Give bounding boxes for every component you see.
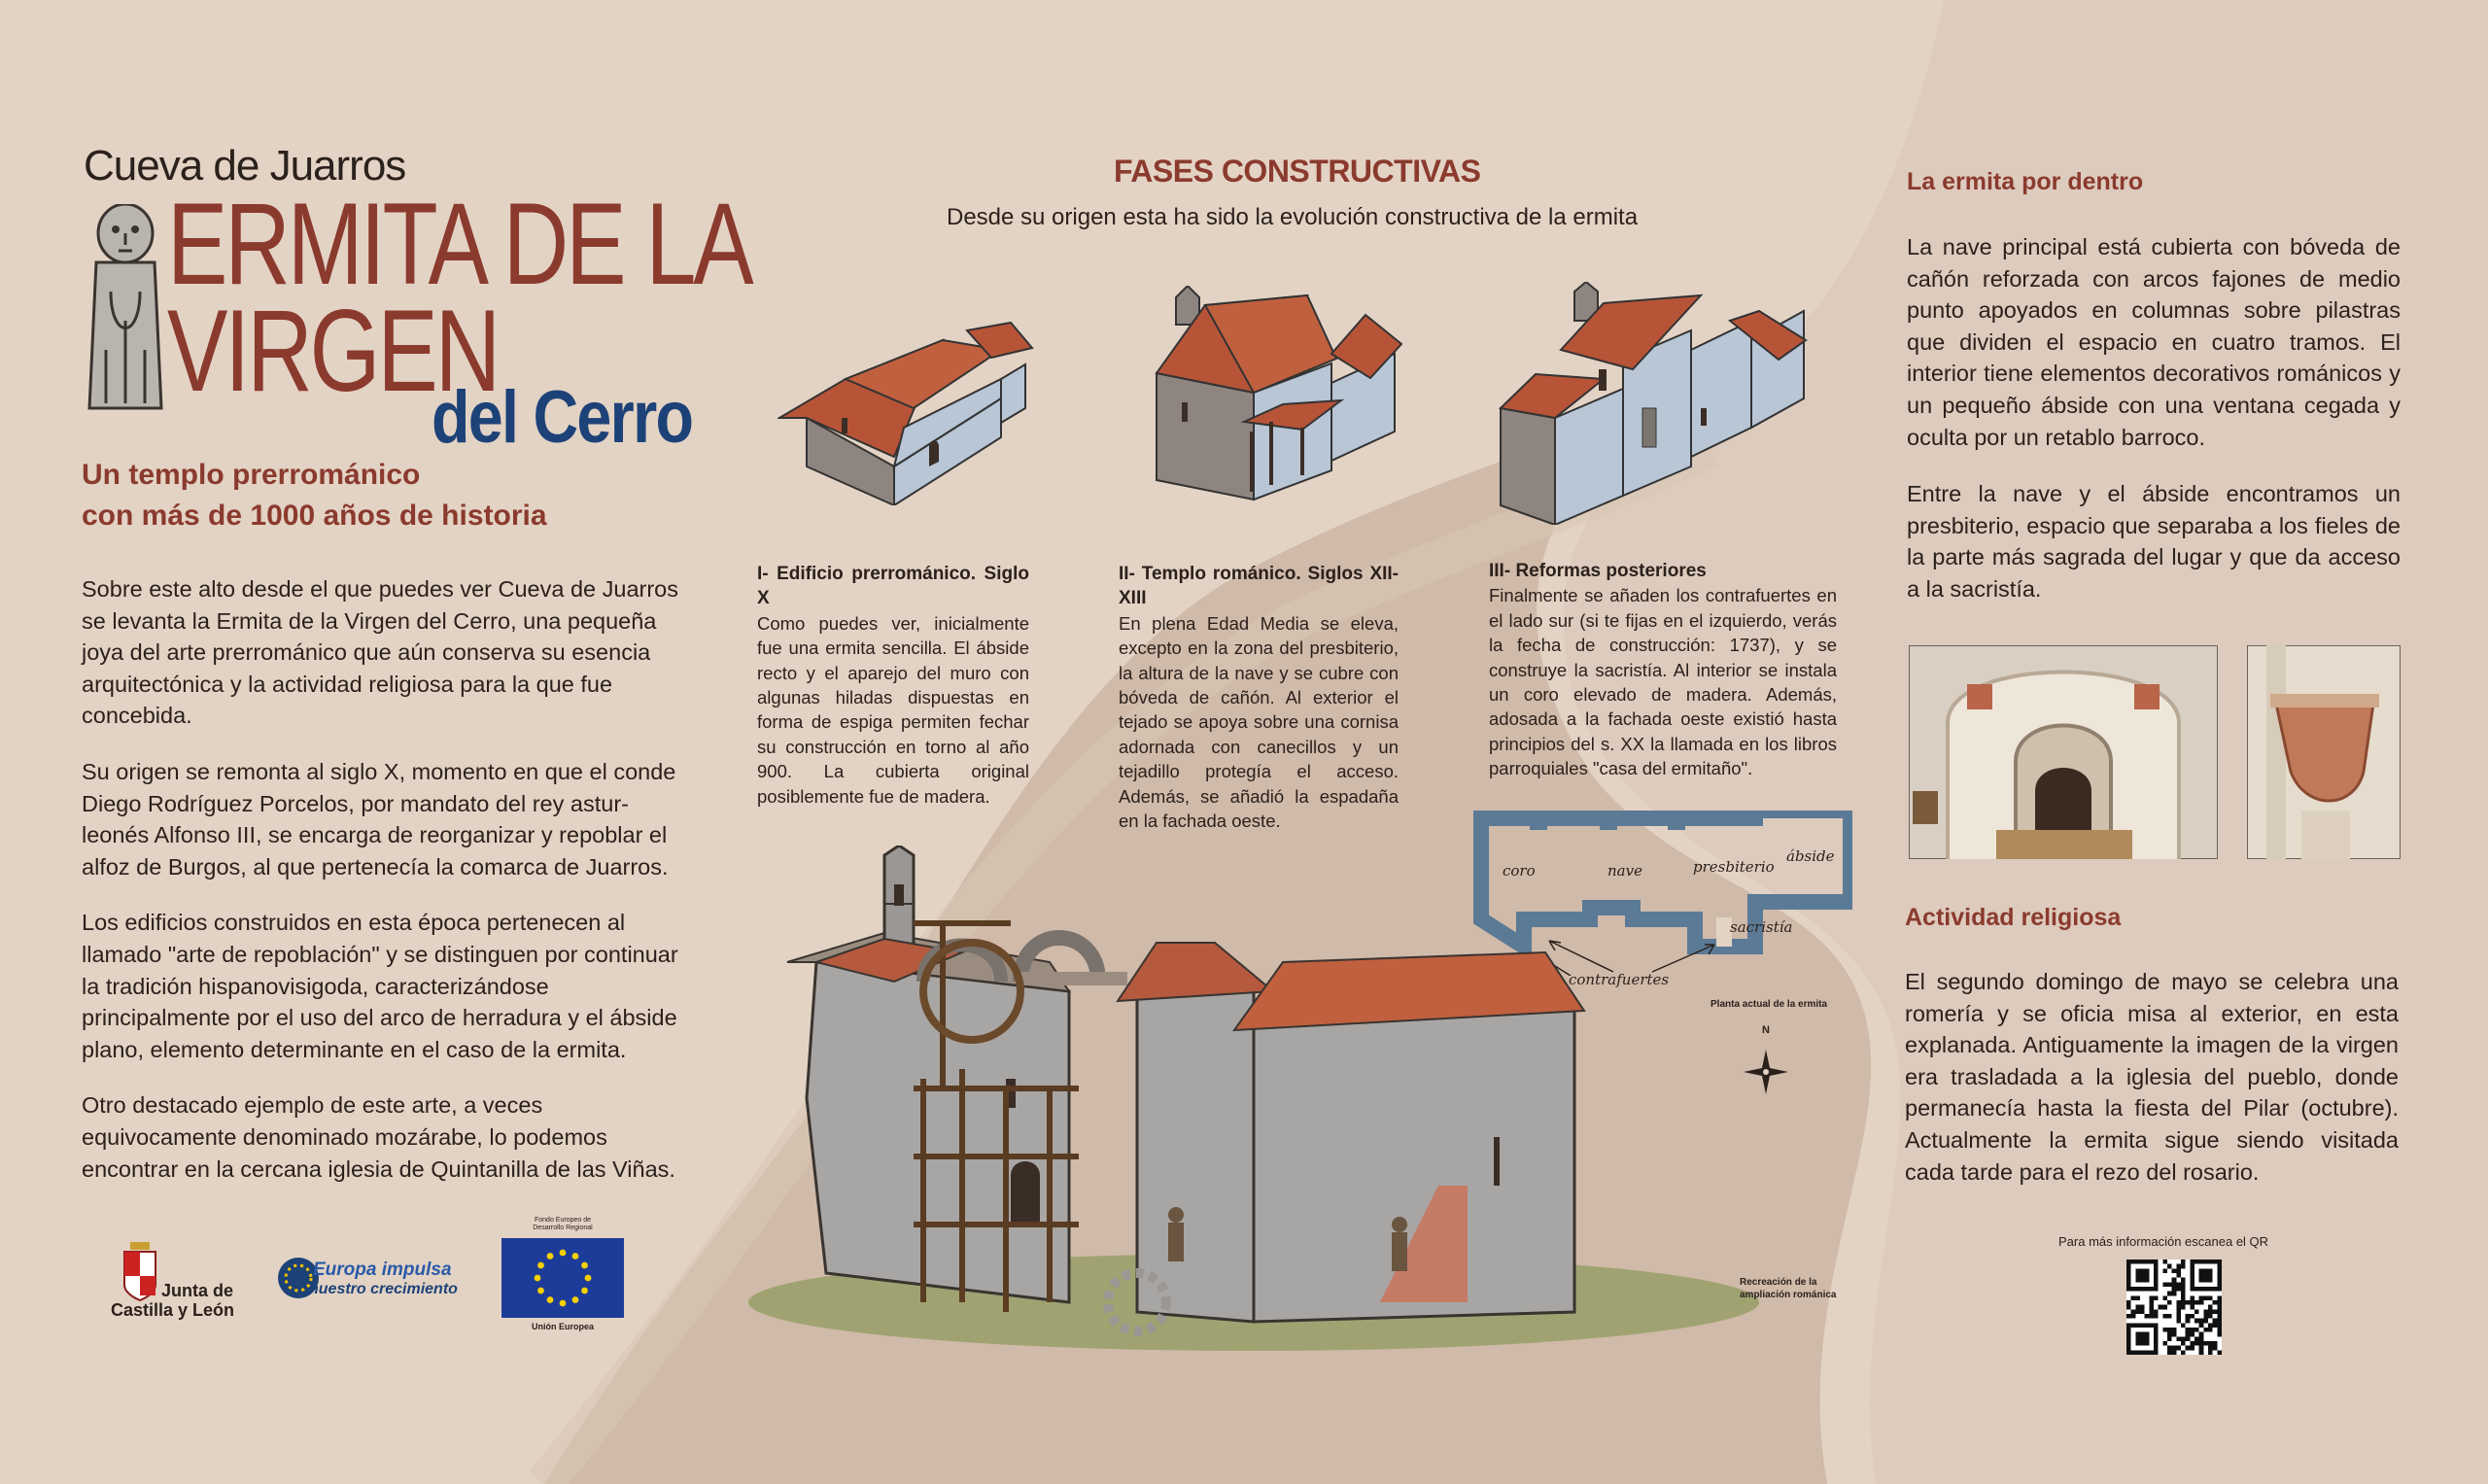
- plan-label-nave: nave: [1607, 862, 1642, 880]
- phase-1-illustration: [778, 311, 1036, 505]
- phase-2-block: [1119, 562, 1399, 833]
- jcyl-line-2: Castilla y León: [111, 1300, 235, 1320]
- left-paragraph-4: Otro destacado ejemplo de este arte, a veces equivocamente denominado mozárabe, lo podemos encontrar en la cercana iglesia de Quintanilla de las Viñas.: [82, 1092, 675, 1182]
- phase-3-block: [1489, 559, 1837, 781]
- eu-star-icon: [547, 1296, 554, 1303]
- eu-flag-icon: [501, 1238, 624, 1318]
- eu-star-icon: [560, 1300, 567, 1307]
- europa-impulsa-logo: [276, 1256, 480, 1304]
- recreation-caption-2: ampliación románica: [1740, 1290, 1837, 1300]
- interior-paragraph-2: Entre la nave y el ábside encontramos un presbiterio, espacio que separaba a los fieles de la parte más sagrada del lugar y que da acceso a la sacristía.: [1907, 481, 2401, 602]
- qr-code[interactable]: [2126, 1260, 2222, 1355]
- left-body-text: [82, 573, 684, 1209]
- jcyl-line-1: Junta de: [161, 1281, 234, 1300]
- title-line-1: ERMITA DE LA: [167, 179, 751, 309]
- eu-star-icon: [537, 1288, 544, 1294]
- religious-activity-heading: Actividad religiosa: [1905, 904, 2122, 931]
- interior-nave-photo: [1909, 645, 2218, 859]
- interior-paragraph-1: La nave principal está cubierta con bóveda de cañón reforzada con arcos fajones de medio punto apoyados en columnas sobre pilastras que dividen el espacio en cuatro tramos. El interior tiene elementos decorativos románicos y un pequeño ábside con una ventana cegada y oculta por un retablo barroco.: [1907, 234, 2401, 450]
- eu-feder-logo: [500, 1217, 626, 1333]
- phase-2-title: II- Templo románico. Siglos XII-XIII: [1119, 564, 1399, 609]
- europa-line-1: Europa impulsa: [313, 1260, 452, 1280]
- eu-star-icon: [560, 1250, 567, 1257]
- jcyl-logo: [107, 1242, 253, 1329]
- phase-2-text: En plena Edad Media se eleva, excepto en la zona del presbiterio, la altura de la nave y se cubre con bóveda de cañón. Al exterior el tejado se apoya sobre una cornisa adornada con canecillos y un tejadillo protegía el acceso. Además, se añadió la espadaña en la fachada oeste.: [1119, 612, 1399, 832]
- title-line-3: del Cerro: [432, 376, 693, 459]
- subtitle-line-2: con más de 1000 años de historia: [82, 500, 547, 532]
- jcyl-shield-icon: [121, 1242, 159, 1302]
- phase-3-title: III- Reformas posteriores: [1489, 561, 1707, 581]
- feder-caption-line-2: Desarrollo Regional: [533, 1225, 593, 1231]
- qr-caption: Para más información escanea el QR: [2058, 1234, 2269, 1249]
- capital-detail-photo: [2247, 645, 2401, 859]
- religious-activity-paragraph: El segundo domingo de mayo se celebra una romería y se oficia misa al exterior, en esta explanada. Antiguamente la imagen de la virgen era trasladada a la iglesia del pueblo, donde permanecía hasta la fiesta del Pilar (octubre). Actualmente la ermita sigue siendo visitada cada tarde para el rezo del rosario.: [1905, 969, 2399, 1185]
- plan-label-abside: ábside: [1786, 847, 1835, 865]
- compass-north-label: N: [1762, 1024, 1770, 1036]
- plan-label-coro: coro: [1503, 862, 1536, 880]
- plan-caption: Planta actual de la ermita: [1710, 999, 1828, 1010]
- title-line-2: VIRGEN: [167, 286, 499, 416]
- left-paragraph-1: Sobre este alto desde el que puedes ver Cueva de Juarros se levanta la Ermita de la Virgen del Cerro, una pequeña joya del arte prerrománico que aún conserva su esencia arquitectónica y la actividad religiosa para la que fue concebida.: [82, 576, 679, 729]
- phase-2-illustration: [1147, 286, 1405, 515]
- left-paragraph-2: Su origen se remonta al siglo X, momento en que el conde Diego Rodríguez Porcelos, por mandato del rey astur-leonés Alfonso III, se encarga de reorganizar y repoblar el alfoz de Burgos, al que pertenecía la comarca de Juarros.: [82, 758, 676, 880]
- phase-1-block: [757, 562, 1029, 809]
- left-paragraph-3: Los edificios construidos en esta época pertenecen al llamado "arte de repoblación" y se distinguen por continuar la tradición hispanovisigoda, caracterizándose principalmente por el uso del arco de herradura y el ábside plano, elemento determinante en el caso de la ermita.: [82, 910, 678, 1062]
- subtitle: [82, 455, 547, 536]
- phase-3-illustration: [1497, 282, 1817, 525]
- phases-subheading: Desde su origen esta ha sido la evolución constructiva de la ermita: [947, 204, 1639, 230]
- place-name: Cueva de Juarros: [84, 142, 406, 190]
- statue-illustration: [82, 204, 169, 414]
- eu-star-icon: [535, 1275, 541, 1282]
- plan-label-sacristia: sacristía: [1730, 918, 1793, 936]
- europa-line-2: nuestro crecimiento: [309, 1281, 458, 1297]
- interior-heading: La ermita por dentro: [1907, 168, 2144, 195]
- plan-label-presbiterio: presbiterio: [1693, 858, 1775, 876]
- subtitle-line-1: Un templo prerrománico: [82, 459, 421, 491]
- feder-caption: [500, 1217, 626, 1232]
- eu-star-icon: [585, 1275, 592, 1282]
- eu-star-icon: [581, 1262, 588, 1269]
- eu-star-icon: [537, 1262, 544, 1269]
- feder-caption-line-1: Fondo Europeo de: [535, 1217, 591, 1224]
- romanesque-construction-illustration: [729, 846, 1788, 1361]
- eu-star-icon: [572, 1296, 579, 1303]
- eu-caption: Unión Europea: [531, 1322, 594, 1331]
- phase-1-text: Como puedes ver, inicialmente fue una ermita sencilla. El ábside recto y el aparejo del muro con algunas hiladas dispuestas en forma de espiga permiten fechar su construcción en torno al año 900. La cubierta original posiblemente fue de madera.: [757, 612, 1029, 807]
- phases-heading: FASES CONSTRUCTIVAS: [1114, 154, 1481, 189]
- plan-label-contrafuertes: contrafuertes: [1569, 971, 1670, 988]
- phase-1-title: I- Edificio prerrománico. Siglo X: [757, 564, 1029, 609]
- phase-3-text: Finalmente se añaden los contrafuertes en el lado sur (si te fijas en el izquierdo, verás la fecha de construcción: 1737), y se construye la sacristía. Al interior se instala un coro elevado de madera. Además, adosada a la fachada oeste existió hasta principios del s. XX la llamada en los libros parroquiales "casa del ermitaño".: [1489, 585, 1837, 779]
- eu-star-icon: [547, 1253, 554, 1260]
- recreation-caption-1: Recreación de la: [1740, 1277, 1817, 1288]
- eu-star-icon: [572, 1253, 579, 1260]
- eu-star-icon: [581, 1288, 588, 1294]
